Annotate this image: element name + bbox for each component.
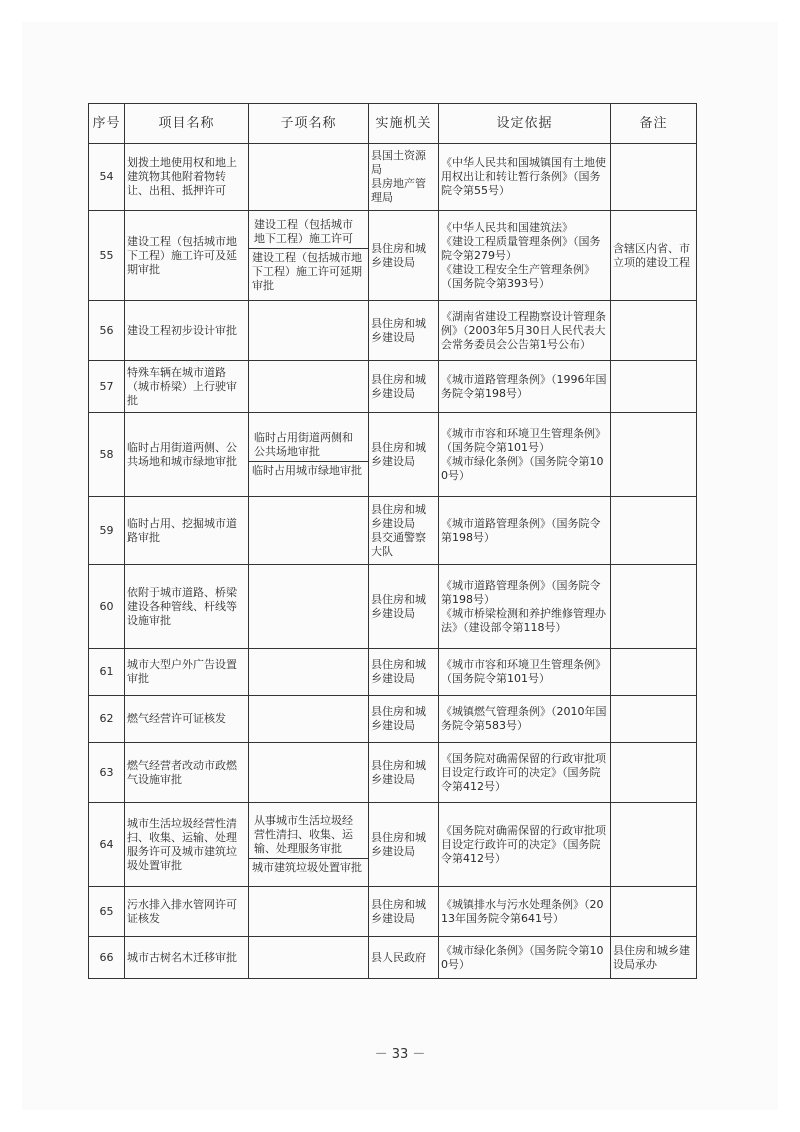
approval-items-table [88,103,697,979]
table-row [89,565,697,649]
table-row [89,743,697,803]
row-item-name: 污水排入排水管网许可证核发 [125,887,249,937]
sub-item-name: 临时占用城市绿地审批 [249,461,368,480]
row-remarks [611,301,697,361]
row-implementing-agency: 县住房和城乡建设局 [369,211,439,301]
row-remarks: 县住房和城乡建设局承办 [611,937,697,979]
row-remarks: 含辖区内省、市立项的建设工程 [611,211,697,301]
row-sub-items [249,301,369,361]
sub-item-name: 临时占用街道两侧和公共场地审批 [254,431,353,458]
row-implementing-agency: 县住房和城乡建设局 [369,803,439,887]
row-sub-items [249,696,369,743]
header-legal-basis: 设定依据 [439,104,611,144]
row-remarks [611,361,697,413]
table-body [89,144,697,979]
row-item-name: 特殊车辆在城市道路（城市桥梁）上行驶审批 [125,361,249,413]
row-item-name: 依附于城市道路、桥梁建设各种管线、杆线等设施审批 [125,565,249,649]
table-row [89,887,697,937]
row-implementing-agency: 县住房和城乡建设局 县交通警察大队 [369,497,439,565]
row-implementing-agency: 县国土资源局 县房地产管理局 [369,144,439,211]
sub-item-name: 建设工程（包括城市地下工程）施工许可 [254,218,353,245]
row-legal-basis: 《城市市容和环境卫生管理条例》（国务院令第101号） [439,649,611,696]
sub-item-name [251,717,366,721]
sub-item-name [251,956,366,960]
row-legal-basis: 《城市绿化条例》（国务院令第100号） [439,937,611,979]
row-serial-number: 58 [89,413,125,497]
sub-item-name: 从事城市生活垃圾经营性清扫、收集、运输、处理服务审批 [254,814,353,855]
row-sub-items [249,803,369,887]
table-row [89,413,697,497]
row-remarks [611,413,697,497]
page-number: － 33 － [374,1047,426,1062]
row-sub-items [249,937,369,979]
row-sub-items [249,565,369,649]
row-legal-basis: 《城镇排水与污水处理条例》（2013年国务院令第641号） [439,887,611,937]
row-sub-items [249,743,369,803]
row-serial-number: 56 [89,301,125,361]
row-serial-number: 63 [89,743,125,803]
row-legal-basis: 《国务院对确需保留的行政审批项目设定行政许可的决定》（国务院令第412号） [439,803,611,887]
row-serial-number: 54 [89,144,125,211]
sub-item-name [251,329,366,333]
row-remarks [611,565,697,649]
sub-item-name [251,175,366,179]
row-implementing-agency: 县人民政府 [369,937,439,979]
row-sub-items [249,887,369,937]
row-remarks [611,649,697,696]
row-implementing-agency: 县住房和城乡建设局 [369,649,439,696]
row-legal-basis: 《城市道路管理条例》（国务院令第198号） 《城市桥梁检测和养护维修管理办法》（建设部令第118号） [439,565,611,649]
row-serial-number: 64 [89,803,125,887]
sub-item-name [251,771,366,775]
table-row [89,211,697,301]
row-implementing-agency: 县住房和城乡建设局 [369,887,439,937]
row-implementing-agency: 县住房和城乡建设局 [369,413,439,497]
header-serial-number: 序号 [89,104,125,144]
row-sub-items [249,413,369,497]
sub-item-name [251,910,366,914]
row-remarks [611,887,697,937]
row-remarks [611,144,697,211]
sub-item-name [251,670,366,674]
row-implementing-agency: 县住房和城乡建设局 [369,301,439,361]
row-item-name: 临时占用、挖掘城市道路审批 [125,497,249,565]
row-item-name: 建设工程（包括城市地下工程）施工许可及延期审批 [125,211,249,301]
row-legal-basis: 《国务院对确需保留的行政审批项目设定行政许可的决定》（国务院令第412号） [439,743,611,803]
sub-item-name [251,605,366,609]
row-serial-number: 57 [89,361,125,413]
row-sub-items [249,144,369,211]
row-item-name: 临时占用街道两侧、公共场地和城市绿地审批 [125,413,249,497]
row-legal-basis: 《城市道路管理条例》（国务院令第198号） [439,497,611,565]
row-implementing-agency: 县住房和城乡建设局 [369,565,439,649]
row-serial-number: 66 [89,937,125,979]
row-serial-number: 61 [89,649,125,696]
row-legal-basis: 《中华人民共和国城镇国有土地使用权出让和转让暂行条例》（国务院令第55号） [439,144,611,211]
row-remarks [611,743,697,803]
row-serial-number: 55 [89,211,125,301]
row-item-name: 城市古树名木迁移审批 [125,937,249,979]
row-serial-number: 65 [89,887,125,937]
table-row [89,803,697,887]
table-row [89,497,697,565]
row-legal-basis: 《城镇燃气管理条例》（2010年国务院令第583号） [439,696,611,743]
table-row [89,937,697,979]
row-serial-number: 59 [89,497,125,565]
row-legal-basis: 《城市市容和环境卫生管理条例》（国务院令第101号） 《城市绿化条例》（国务院令第100号） [439,413,611,497]
row-item-name: 划拨土地使用权和地上建筑物其他附着物转让、出租、抵押许可 [125,144,249,211]
row-sub-items [249,361,369,413]
row-sub-items [249,211,369,301]
row-item-name: 城市大型户外广告设置审批 [125,649,249,696]
table-row [89,649,697,696]
table-row [89,696,697,743]
row-item-name: 燃气经营者改动市政燃气设施审批 [125,743,249,803]
sub-item-name: 城市建筑垃圾处置审批 [249,858,368,877]
row-sub-items [249,497,369,565]
row-implementing-agency: 县住房和城乡建设局 [369,361,439,413]
row-serial-number: 60 [89,565,125,649]
sub-item-name [251,529,366,533]
table-header-row [89,104,697,144]
sub-item-name: 建设工程（包括城市地下工程）施工许可延期审批 [249,248,368,295]
row-serial-number: 62 [89,696,125,743]
row-sub-items [249,649,369,696]
header-item-name: 项目名称 [125,104,249,144]
row-item-name: 城市生活垃圾经营性清扫、收集、运输、处理服务许可及城市建筑垃圾处置审批 [125,803,249,887]
table-row [89,144,697,211]
row-remarks [611,803,697,887]
table-row [89,301,697,361]
row-item-name: 建设工程初步设计审批 [125,301,249,361]
row-legal-basis: 《中华人民共和国建筑法》 《建设工程质量管理条例》（国务院令第279号） 《建设工程安全生产管理条例》（国务院令第393号） [439,211,611,301]
row-remarks [611,696,697,743]
row-implementing-agency: 县住房和城乡建设局 [369,743,439,803]
row-implementing-agency: 县住房和城乡建设局 [369,696,439,743]
sub-item-name [251,385,366,389]
row-legal-basis: 《湖南省建设工程勘察设计管理条例》（2003年5月30日人民代表大会常务委员会公告第1号公布） [439,301,611,361]
row-remarks [611,497,697,565]
row-item-name: 燃气经营许可证核发 [125,696,249,743]
header-sub-item-name: 子项名称 [249,104,369,144]
header-remarks: 备注 [611,104,697,144]
header-implementing-agency: 实施机关 [369,104,439,144]
row-legal-basis: 《城市道路管理条例》（1996年国务院令第198号） [439,361,611,413]
table-row [89,361,697,413]
